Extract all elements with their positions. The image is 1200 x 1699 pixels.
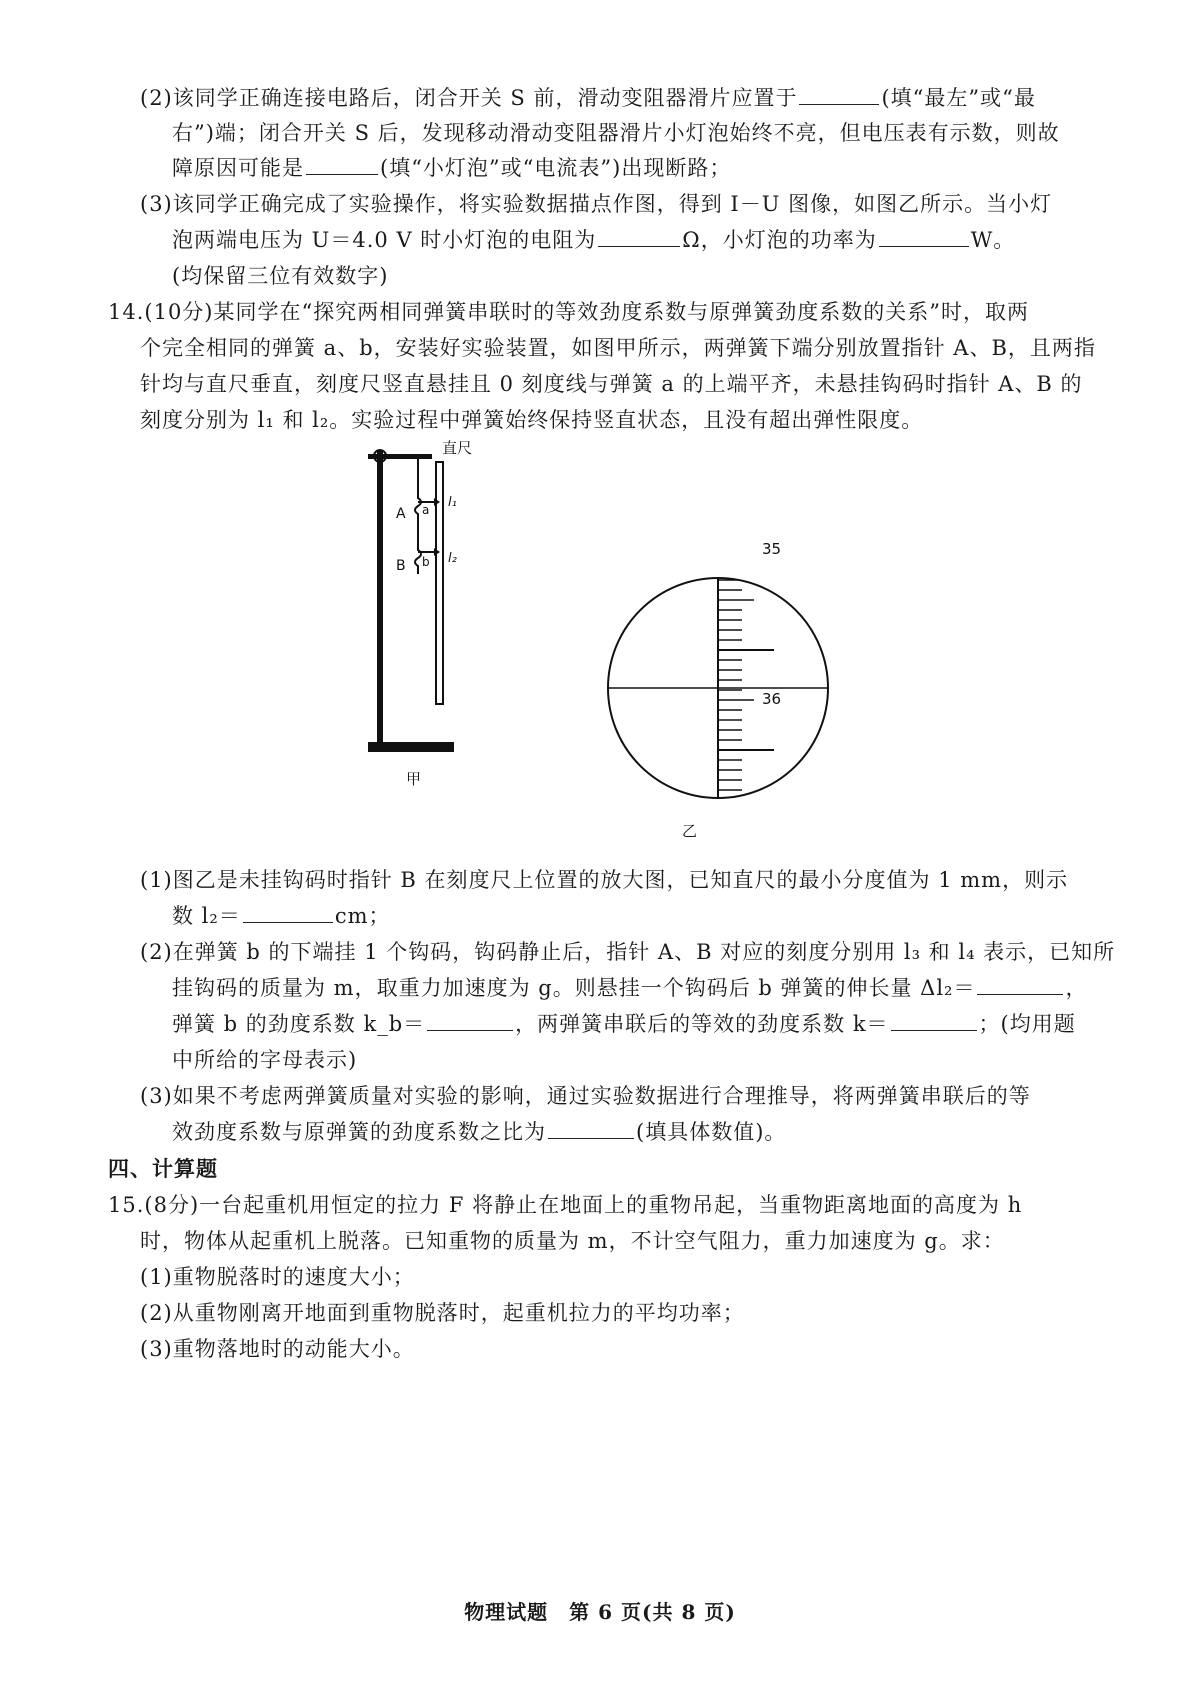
q15-sub1: (1)重物脱落时的速度大小； <box>140 1265 415 1289</box>
ruler-label: 直尺 <box>442 439 473 457</box>
q13-p2-line1-tail: (填“最左”或“最 <box>881 86 1036 110</box>
tick-label-35: 35 <box>762 540 782 558</box>
q13-part2 <box>140 84 1036 112</box>
answer-blank[interactable] <box>427 1010 513 1031</box>
q13-p3-line1: (3)该同学正确完成了实验操作，将实验数据描点作图，得到 I－U 图像，如图乙所示。当小灯 <box>140 192 1053 216</box>
page-footer: 物理试题 第 6 页(共 8 页) <box>464 1600 736 1624</box>
q13-p2-line2: 右”)端；闭合开关 S 后，发现移动滑动变阻器滑片小灯泡始终不亮，但电压表有示数，则故 <box>172 121 1060 145</box>
q14-p3-line2: 效劲度系数与原弹簧的劲度系数之比为 (填具体数值)。 <box>172 1120 787 1144</box>
q15-sub3: (3)重物落地时的动能大小。 <box>140 1337 415 1361</box>
q14-p2-line3: 弹簧 b 的劲度系数 k_b＝ ，两弹簧串联后的等效的劲度系数 k＝ ；(均用题 <box>172 1012 1076 1036</box>
q14-line3: 针均与直尺垂直，刻度尺竖直悬挂且 0 刻度线与弹簧 a 的上端平齐，未悬挂钩码时指针 A、B 的 <box>140 372 1083 396</box>
answer-blank[interactable] <box>879 226 969 247</box>
answer-blank[interactable] <box>243 902 333 923</box>
q14-p1-line2: 数 l₂＝ cm； <box>172 904 391 928</box>
answer-blank[interactable] <box>799 84 879 105</box>
answer-blank[interactable] <box>977 974 1063 995</box>
label-b: B <box>396 558 406 574</box>
stand-arm <box>368 454 432 459</box>
tick-label-36: 36 <box>762 690 782 708</box>
q13-p3-line2: 泡两端电压为 U＝4.0 V 时小灯泡的电阻为 Ω，小灯泡的功率为 W。 <box>172 228 1016 252</box>
label-spring-b: b <box>422 555 430 569</box>
q14-p2-line4: 中所给的字母表示) <box>172 1048 358 1072</box>
label-l2: l₂ <box>448 551 457 566</box>
answer-blank[interactable] <box>891 1010 977 1031</box>
answer-blank[interactable] <box>306 154 378 175</box>
section-title: 四、计算题 <box>108 1156 218 1181</box>
answer-blank[interactable] <box>598 226 680 247</box>
q14-p2-line2: 挂钩码的质量为 m，取重力加速度为 g。则悬挂一个钩码后 b 弹簧的伸长量 Δl₂＝ ， <box>172 976 1088 1000</box>
q13-p2-line1: (2)该同学正确连接电路后，闭合开关 S 前，滑动变阻器滑片应置于 <box>140 86 798 110</box>
label-a: A <box>396 506 406 522</box>
q14-p3-line1: (3)如果不考虑两弹簧质量对实验的影响，通过实验数据进行合理推导，将两弹簧串联后的等 <box>140 1084 1031 1108</box>
q15-sub2: (2)从重物刚离开地面到重物脱落时，起重机拉力的平均功率； <box>140 1301 745 1325</box>
caption-yi: 乙 <box>682 822 698 840</box>
q14-p2-line1: (2)在弹簧 b 的下端挂 1 个钩码，钩码静止后，指针 A、B 对应的刻度分别用 l₃ 和 l₄ 表示，已知所 <box>140 940 1116 964</box>
q15-line2: 时，物体从起重机上脱落。已知重物的质量为 m，不计空气阻力，重力加速度为 g。求： <box>140 1229 1005 1253</box>
q13-p3-line3: (均保留三位有效数字) <box>172 264 389 288</box>
label-spring-a: a <box>422 503 430 517</box>
spring-a <box>415 466 421 526</box>
spring-b <box>415 526 421 574</box>
caption-jia: 甲 <box>406 770 422 788</box>
q14-line2: 个完全相同的弹簧 a、b，安装好实验装置，如图甲所示，两弹簧下端分别放置指针 A、B，且两指 <box>140 336 1096 360</box>
q14-p1-line1: (1)图乙是未挂钩码时指针 B 在刻度尺上位置的放大图，已知直尺的最小分度值为 1 mm，则示 <box>140 868 1069 892</box>
label-l1: l₁ <box>448 495 457 510</box>
figure-jia <box>360 440 500 800</box>
stand-rod <box>377 450 383 744</box>
q14-line4: 刻度分别为 l₁ 和 l₂。实验过程中弹簧始终保持竖直状态，且没有超出弹性限度。 <box>140 408 924 432</box>
figure-yi <box>594 540 854 850</box>
q13-p2-line3: 障原因可能是 (填“小灯泡”或“电流表”)出现断路； <box>172 156 732 180</box>
ruler <box>436 462 443 704</box>
answer-blank[interactable] <box>548 1118 634 1139</box>
q14-line1: 14.(10分)某同学在“探究两相同弹簧串联时的等效劲度系数与原弹簧劲度系数的关系”时，取两 <box>108 300 1029 324</box>
q15-line1: 15.(8分)一台起重机用恒定的拉力 F 将静止在地面上的重物吊起，当重物距离地面的高度为 h <box>108 1193 1023 1217</box>
